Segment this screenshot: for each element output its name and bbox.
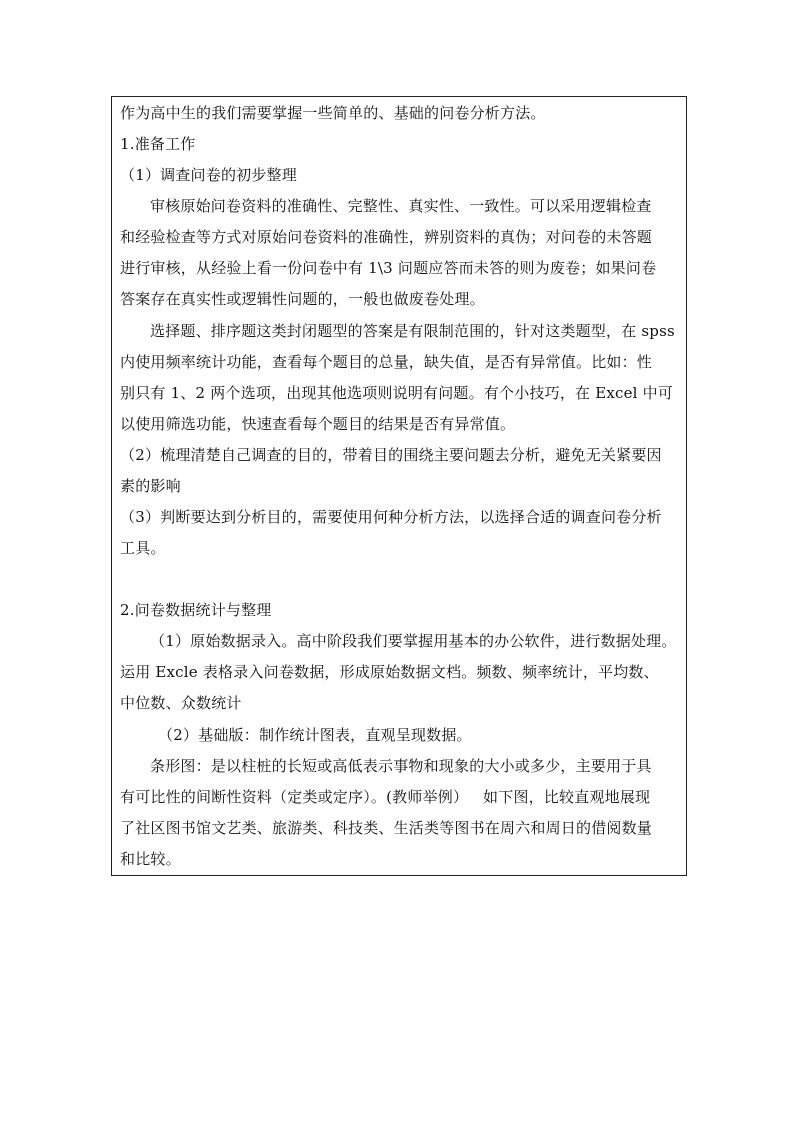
item-3-line: 工具。: [120, 539, 166, 557]
paragraph-line: 中位数、众数统计: [120, 694, 242, 712]
paragraph-line: （2）基础版：制作统计图表，直观呈现数据。: [158, 726, 472, 744]
paragraph-line: 审核原始问卷资料的准确性、完整性、真实性、一致性。可以采用逻辑检查: [150, 197, 652, 215]
paragraph-line: 以使用筛选功能，快速查看每个题目的结果是否有异常值。: [120, 415, 516, 433]
paragraph-line: 选择题、排序题这类封闭题型的答案是有限制范围的，针对这类题型，在 spss: [150, 322, 675, 340]
paragraph-line: 有可比性的间断性资料（定类或定序）。(教师举例） 如下图，比较直观地展现: [120, 788, 651, 806]
item-2-line: 素的影响: [120, 477, 181, 495]
paragraph-line: 运用 Excle 表格录入问卷数据，形成原始数据文档。频数、频率统计，平均数、: [120, 663, 659, 681]
paragraph-line: 和比较。: [120, 850, 181, 868]
paragraph-line: 条形图：是以柱桩的长短或高低表示事物和现象的大小或多少，主要用于具: [150, 757, 652, 775]
item-3-line: （3）判断要达到分析目的，需要使用何种分析方法，以选择合适的调查问卷分析: [120, 508, 662, 526]
section-heading-preparation: 1.准备工作: [120, 135, 196, 153]
paragraph-line: 和经验检查等方式对原始问卷资料的准确性，辨别资料的真伪；对问卷的未答题: [120, 228, 653, 246]
paragraph-line: 答案存在真实性或逻辑性问题的，一般也做废卷处理。: [120, 290, 485, 308]
paragraph-line: 内使用频率统计功能，查看每个题目的总量，缺失值，是否有异常值。比如：性: [120, 353, 653, 371]
section-heading-statistics: 2.问卷数据统计与整理: [120, 601, 272, 619]
content-table-cell: [111, 96, 687, 876]
subheading-initial-sorting: （1）调查问卷的初步整理: [120, 166, 297, 184]
item-2-line: （2）梳理清楚自己调查的目的，带着目的围绕主要问题去分析，避免无关紧要因: [120, 446, 662, 464]
paragraph-line: （1）原始数据录入。高中阶段我们要掌握用基本的办公软件，进行数据处理。: [150, 632, 677, 650]
paragraph-line: 了社区图书馆文艺类、旅游类、科技类、生活类等图书在周六和周日的借阅数量: [120, 819, 653, 837]
paragraph-line: 进行审核，从经验上看一份问卷中有 1\3 问题应答而未答的则为废卷；如果问卷: [120, 259, 657, 277]
intro-line: 作为高中生的我们需要掌握一些简单的、基础的问卷分析方法。: [120, 104, 546, 122]
paragraph-line: 别只有 1、2 两个选项，出现其他选项则说明有问题。有个小技巧，在 Excel 中可: [120, 384, 674, 402]
